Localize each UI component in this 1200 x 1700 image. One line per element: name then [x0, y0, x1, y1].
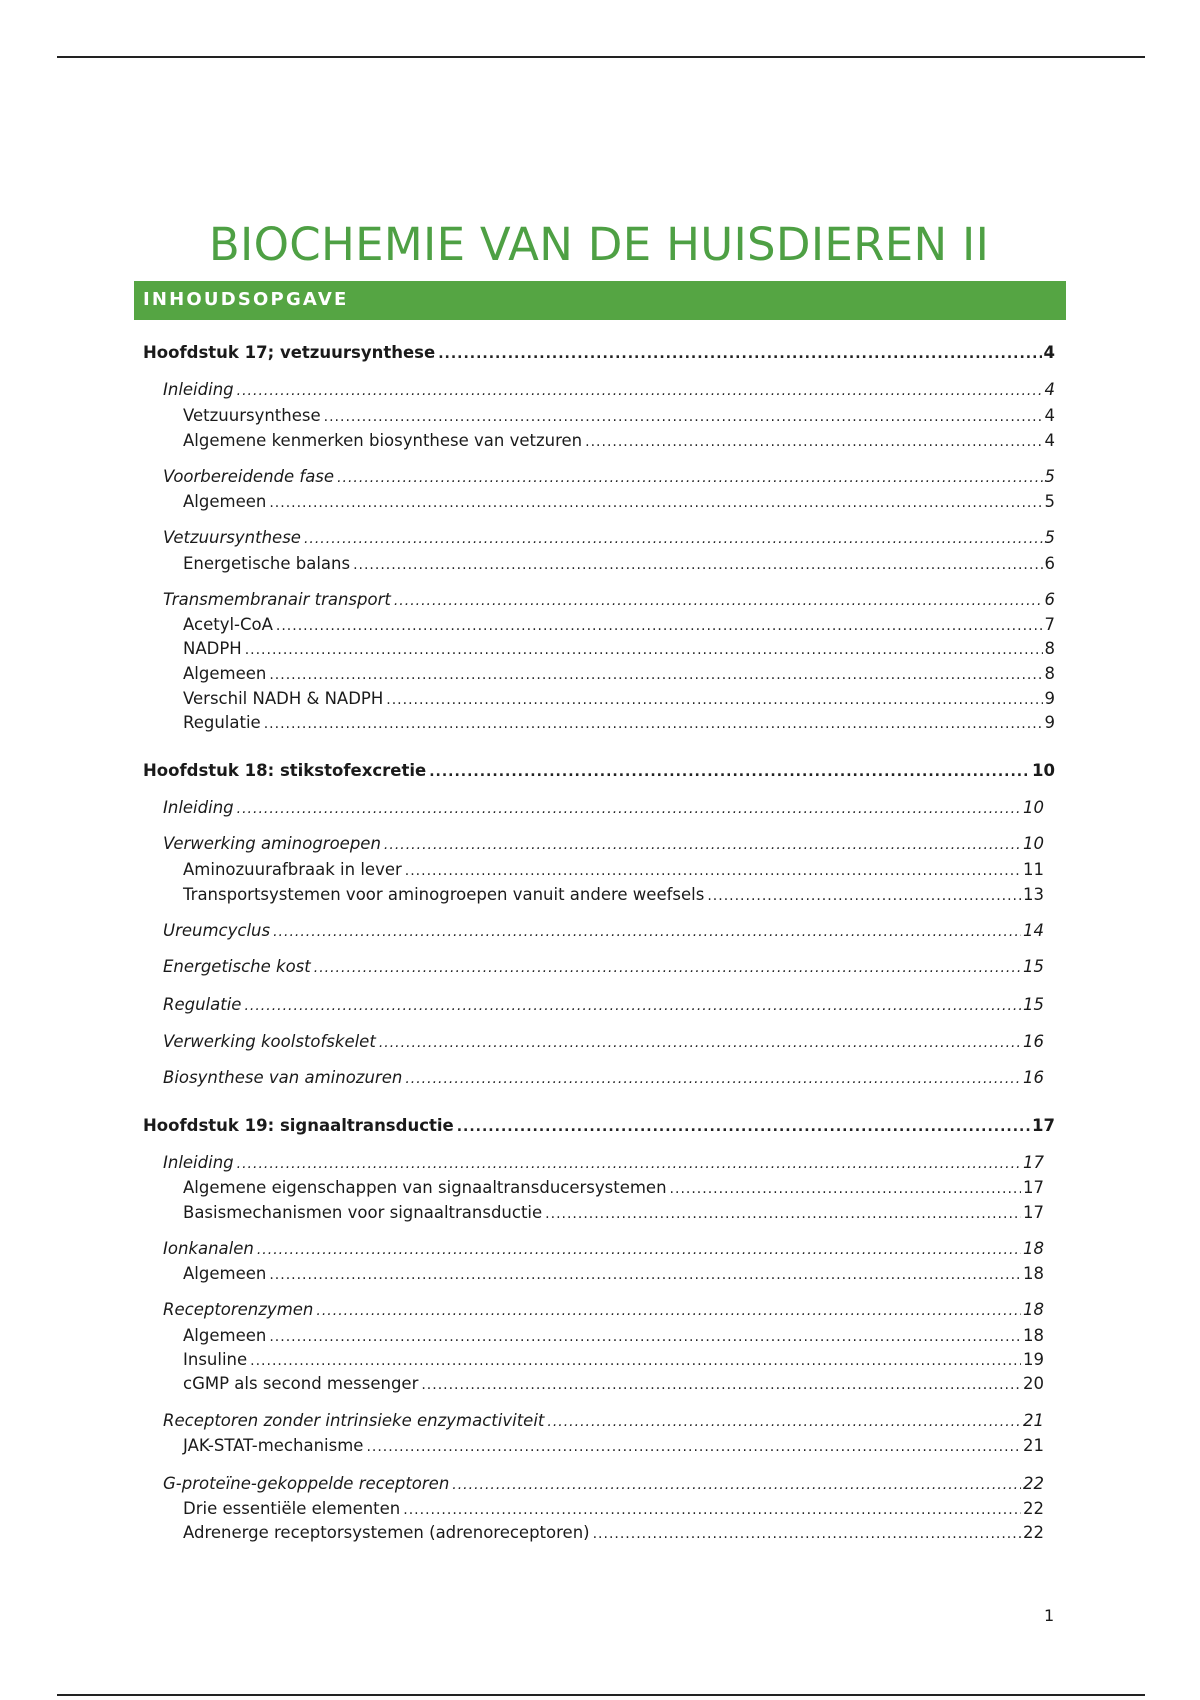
- toc-subsection[interactable]: Energetische balans ..... 6: [183, 554, 1055, 573]
- toc-section[interactable]: Energetische kost ..... 15: [163, 957, 1044, 976]
- toc-subsection[interactable]: Regulatie ..... 9: [183, 713, 1055, 732]
- toc-subsection[interactable]: Transportsystemen voor aminogroepen vanuit andere weefsels ..... 13: [183, 885, 1044, 904]
- toc-section[interactable]: Inleiding ..... 4: [163, 380, 1055, 399]
- toc-section[interactable]: Receptorenzymen ..... 18: [163, 1300, 1044, 1319]
- toc-subsection[interactable]: cGMP als second messenger ..... 20: [183, 1374, 1044, 1393]
- toc-section[interactable]: Ureumcyclus ..... 14: [163, 921, 1044, 940]
- toc-section[interactable]: Verwerking aminogroepen ..... 10: [163, 834, 1044, 853]
- toc-section[interactable]: G-proteïne-gekoppelde receptoren ..... 22: [163, 1474, 1044, 1493]
- toc-subsection[interactable]: Vetzuursynthese ..... 4: [183, 406, 1055, 425]
- toc-chapter-17[interactable]: Hoofdstuk 17; vetzuursynthese ..... 4: [143, 343, 1055, 362]
- toc-chapter-18[interactable]: Hoofdstuk 18: stikstofexcretie ..... 10: [143, 761, 1055, 780]
- toc-subsection[interactable]: Algemene kenmerken biosynthese van vetzuren ..... 4: [183, 431, 1055, 450]
- toc-section[interactable]: Voorbereidende fase ..... 5: [163, 467, 1055, 486]
- toc-subsection[interactable]: Acetyl-CoA ..... 7: [183, 615, 1055, 634]
- toc-subsection[interactable]: Algemeen ..... 5: [183, 492, 1055, 511]
- toc-subsection[interactable]: Drie essentiële elementen ..... 22: [183, 1499, 1044, 1518]
- toc-chapter-19[interactable]: Hoofdstuk 19: signaaltransductie ..... 17: [143, 1116, 1055, 1135]
- toc-subsection[interactable]: JAK-STAT-mechanisme ..... 21: [183, 1436, 1044, 1455]
- toc-subsection[interactable]: Algemene eigenschappen van signaaltransducersystemen ..... 17: [183, 1178, 1044, 1197]
- footer-rule: [57, 1694, 1145, 1696]
- toc-subsection[interactable]: Verschil NADH & NADPH ..... 9: [183, 689, 1055, 708]
- toc-heading: INHOUDSOPGAVE: [143, 289, 349, 310]
- toc-section[interactable]: Ionkanalen ..... 18: [163, 1239, 1044, 1258]
- toc-section[interactable]: Inleiding ..... 17: [163, 1153, 1044, 1172]
- toc-subsection[interactable]: Algemeen ..... 18: [183, 1264, 1044, 1283]
- toc-subsection[interactable]: Algemeen ..... 8: [183, 664, 1055, 683]
- toc-section[interactable]: Biosynthese van aminozuren ..... 16: [163, 1068, 1044, 1087]
- toc-subsection[interactable]: NADPH ..... 8: [183, 639, 1055, 658]
- toc-section[interactable]: Transmembranair transport ..... 6: [163, 590, 1055, 609]
- toc-section[interactable]: Vetzuursynthese ..... 5: [163, 528, 1055, 547]
- toc-subsection[interactable]: Basismechanismen voor signaaltransductie ..... 17: [183, 1203, 1044, 1222]
- document-title: BIOCHEMIE VAN DE HUISDIEREN II: [208, 218, 990, 271]
- page-number: 1: [1044, 1606, 1055, 1625]
- toc-subsection[interactable]: Aminozuurafbraak in lever ..... 11: [183, 860, 1044, 879]
- toc-subsection[interactable]: Algemeen ..... 18: [183, 1326, 1044, 1345]
- toc-section[interactable]: Verwerking koolstofskelet ..... 16: [163, 1032, 1044, 1051]
- toc-subsection[interactable]: Adrenerge receptorsystemen (adrenoreceptoren) ..... 22: [183, 1523, 1044, 1542]
- toc-section[interactable]: Inleiding ..... 10: [163, 798, 1044, 817]
- toc-subsection[interactable]: Insuline ..... 19: [183, 1350, 1044, 1369]
- toc-section[interactable]: Regulatie ..... 15: [163, 995, 1044, 1014]
- toc-section[interactable]: Receptoren zonder intrinsieke enzymactiviteit ..... 21: [163, 1411, 1044, 1430]
